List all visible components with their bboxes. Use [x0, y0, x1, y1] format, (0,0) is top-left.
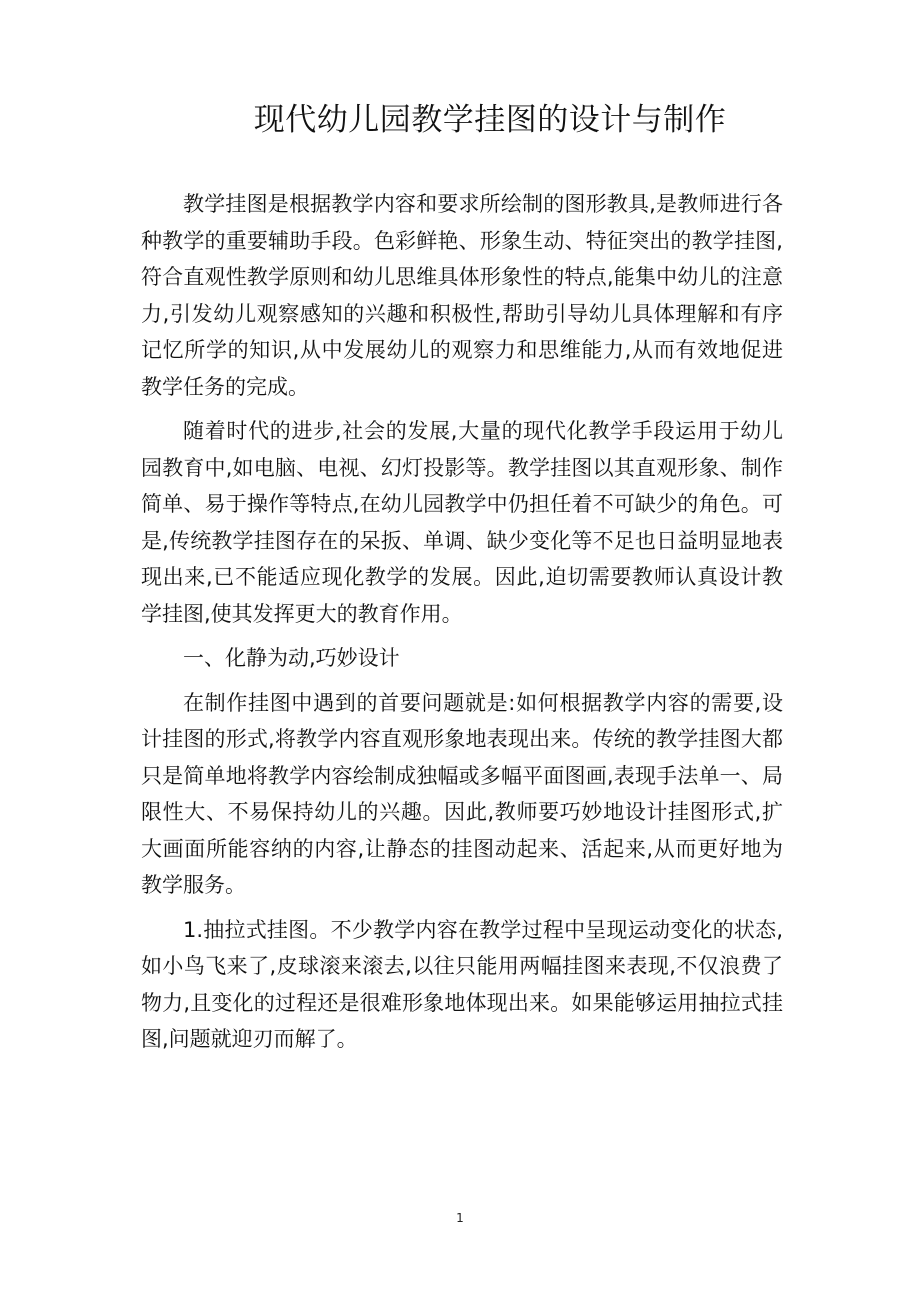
section-heading: 一、化静为动,巧妙设计	[183, 646, 400, 670]
paragraph-spacer	[141, 904, 783, 912]
paragraph-pull-chart: 1.抽拉式挂图。不少教学内容在教学过程中呈现运动变化的状态,如小鸟飞来了,皮球滚来滚去,以往只能用两幅挂图来表现,不仅浪费了物力,且变化的过程还是很难形象地体现出来。如果能够运用抽拉式挂图,问题就迎刃而解了。	[141, 917, 783, 1051]
paragraph-spacer	[141, 632, 783, 640]
paragraph-intro: 教学挂图是根据教学内容和要求所绘制的图形教具,是教师进行各种教学的重要辅助手段。色彩鲜艳、形象生动、特征突出的教学挂图,符合直观性教学原则和幼儿思维具体形象性的特点,能集中幼儿的注意力,引发幼儿观察感知的兴趣和积极性,帮助引导幼儿具体理解和有序记忆所学的知识,从中发展幼儿的观察力和思维能力,从而有效地促进教学任务的完成。	[141, 192, 783, 399]
paragraph-section-intro: 在制作挂图中遇到的首要问题就是:如何根据教学内容的需要,设计挂图的形式,将教学内容直观形象地表现出来。传统的教学挂图大都只是简单地将教学内容绘制成独幅或多幅平面图画,表现手法单一、局限性大、不易保持幼儿的兴趣。因此,教师要巧妙地设计挂图形式,扩大画面所能容纳的内容,让静态的挂图动起来、活起来,从而更好地为教学服务。	[141, 690, 783, 897]
paragraph-context: 随着时代的进步,社会的发展,大量的现代化教学手段运用于幼儿园教育中,如电脑、电视、幻灯投影等。教学挂图以其直观形象、制作简单、易于操作等特点,在幼儿园教学中仍担任着不可缺少的角色。可是,传统教学挂图存在的呆扳、单调、缺少变化等不足也日益明显地表现出来,已不能适应现化教学的发展。因此,迫切需要教师认真设计教学挂图,使其发挥更大的教育作用。	[141, 419, 783, 626]
paragraph-spacer	[141, 405, 783, 413]
paragraph-spacer	[141, 677, 783, 685]
document-title: 现代幼儿园教学挂图的设计与制作	[253, 102, 727, 138]
page-number: 1	[456, 1211, 464, 1225]
document-body	[141, 186, 783, 1058]
